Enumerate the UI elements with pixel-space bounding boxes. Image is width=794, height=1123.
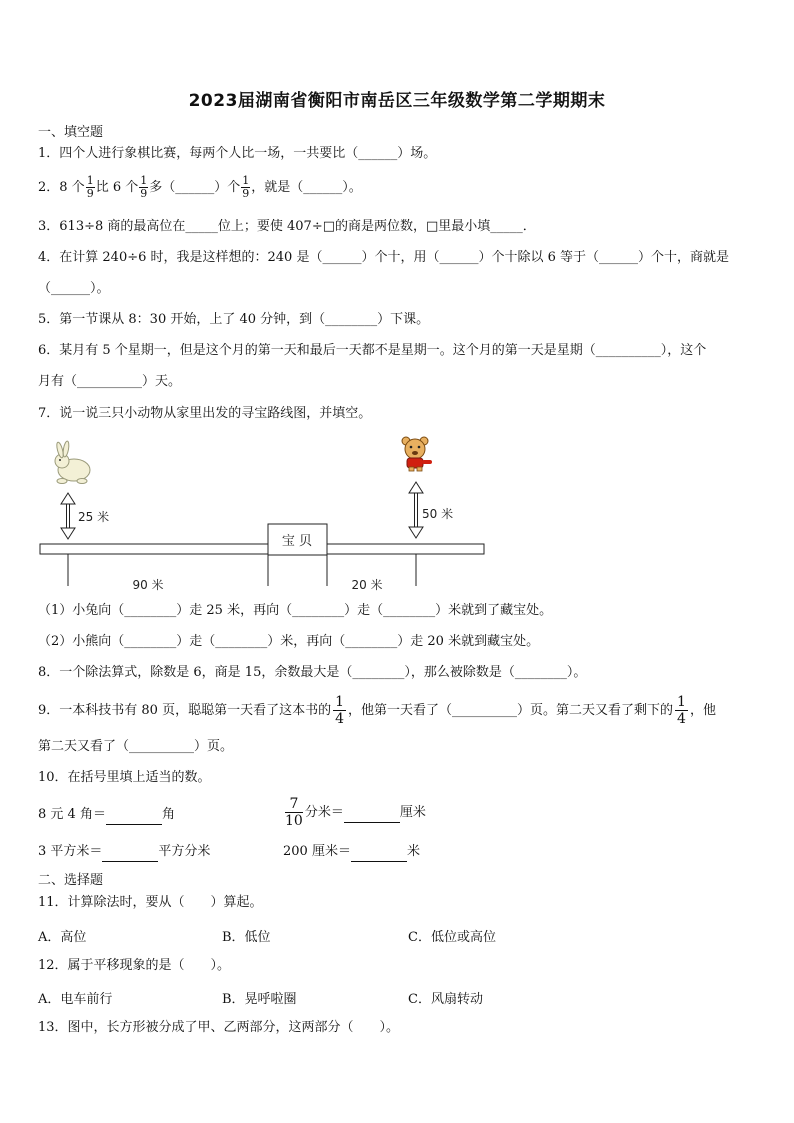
q11-option-a: A．高位 — [38, 930, 87, 945]
question-7-part-1: （1）小兔向（________）走 25 米，再向（________）走（________）米就到了藏宝处。 — [38, 603, 553, 618]
right-distance-label: 20 米 — [351, 578, 383, 592]
treasure-label: 宝 贝 — [281, 534, 313, 549]
fraction-seven-tenths: $\frac{7}{10}$ — [285, 796, 303, 829]
question-1: 1．四个人进行象棋比赛，每两个人比一场，一共要比（______）场。 — [38, 146, 437, 161]
q9-text-a: 9．一本科技书有 80 页，聪聪第一天看了这本书的 — [38, 703, 332, 718]
fraction-one-quarter: $\frac{1}{4}$ — [335, 694, 344, 727]
question-6-line-2: 月有（__________）天。 — [38, 374, 182, 389]
question-7: 7．说一说三只小动物从家里出发的寻宝路线图，并填空。 — [38, 406, 372, 421]
q9-text-c: ，他 — [689, 703, 716, 718]
question-9 — [38, 694, 716, 727]
q9-text-b: ，他第一天看了（__________）页。第二天又看了剩下的 — [348, 703, 674, 718]
q2-text-d: ，就是（______）。 — [251, 180, 362, 195]
fraction-one-quarter: $\frac{1}{4}$ — [677, 694, 686, 727]
section-choice-heading: 二、选择题 — [38, 873, 104, 888]
q12-option-c: C．风扇转动 — [408, 992, 483, 1007]
q10-item-2: $\frac{7}{10}$ 分米＝ 厘米 — [285, 796, 426, 829]
q2-text-c: 多（______）个 — [149, 180, 241, 195]
question-7-part-2: （2）小熊向（________）走（________）米，再向（________）走 20 米就到藏宝处。 — [38, 634, 540, 649]
question-2 — [38, 175, 362, 200]
question-10: 10．在括号里填上适当的数。 — [38, 770, 211, 785]
bear-distance-label: 50 米 — [422, 507, 454, 521]
q11-option-c: C．低位或高位 — [408, 930, 496, 945]
q2-text-a: 2．8 个 — [38, 180, 85, 195]
fraction-one-ninth: $\frac{1}{9}$ — [242, 174, 250, 200]
question-4-line-2: （______）。 — [38, 281, 110, 296]
question-6-line-1: 6．某月有 5 个星期一，但是这个月的第一天和最后一天都不是星期一。这个月的第一天是星期（__________），这个 — [38, 343, 707, 358]
q2-text-b: 比 6 个 — [95, 180, 139, 195]
question-13: 13．图中，长方形被分成了甲、乙两部分，这两部分（ ）。 — [38, 1020, 400, 1035]
question-5: 5．第一节课从 8：30 开始，上了 40 分钟，到（________）下课。 — [38, 312, 430, 327]
answer-blank — [344, 804, 400, 823]
rabbit-distance-label: 25 米 — [78, 510, 110, 524]
q12-option-a: A．电车前行 — [38, 992, 113, 1007]
answer-blank — [102, 843, 158, 862]
question-8: 8．一个除法算式，除数是 6，商是 15，余数最大是（________），那么被除数是（________）。 — [38, 665, 587, 680]
question-12: 12．属于平移现象的是（ ）。 — [38, 958, 231, 973]
question-9-line-2: 第二天又看了（__________）页。 — [38, 739, 234, 754]
road-bar — [40, 544, 484, 554]
fraction-one-ninth: $\frac{1}{9}$ — [140, 174, 148, 200]
q11-option-b: B．低位 — [222, 930, 271, 945]
q10-item-4: 200 厘米＝ 米 — [283, 843, 420, 862]
answer-blank — [351, 843, 407, 862]
bear-icon — [402, 437, 432, 471]
question-4-line-1: 4．在计算 240÷6 时，我是这样想的：240 是（______）个十，用（______）个十除以 6 等于（______）个十，商就是 — [38, 250, 729, 265]
rabbit-icon — [55, 441, 90, 484]
q10-item-3: 3 平方米＝ 平方分米 — [38, 843, 210, 862]
q12-option-b: B．晃呼啦圈 — [222, 992, 297, 1007]
treasure-route-diagram — [30, 430, 500, 600]
q10-item-1: 8 元 4 角＝ 角 — [38, 806, 175, 825]
answer-blank — [106, 806, 162, 825]
bear-distance-arrow — [409, 482, 423, 538]
section-fill-blank-heading: 一、填空题 — [38, 125, 104, 140]
fraction-one-ninth: $\frac{1}{9}$ — [86, 174, 94, 200]
rabbit-distance-arrow — [61, 493, 75, 539]
question-11: 11．计算除法时，要从（ ）算起。 — [38, 895, 263, 910]
left-distance-label: 90 米 — [132, 578, 164, 592]
page-title: 2023届湖南省衡阳市南岳区三年级数学第二学期期末 — [188, 91, 606, 111]
question-3: 3．613÷8 商的最高位在_____位上；要使 407÷□的商是两位数，□里最小填_____． — [38, 219, 536, 234]
